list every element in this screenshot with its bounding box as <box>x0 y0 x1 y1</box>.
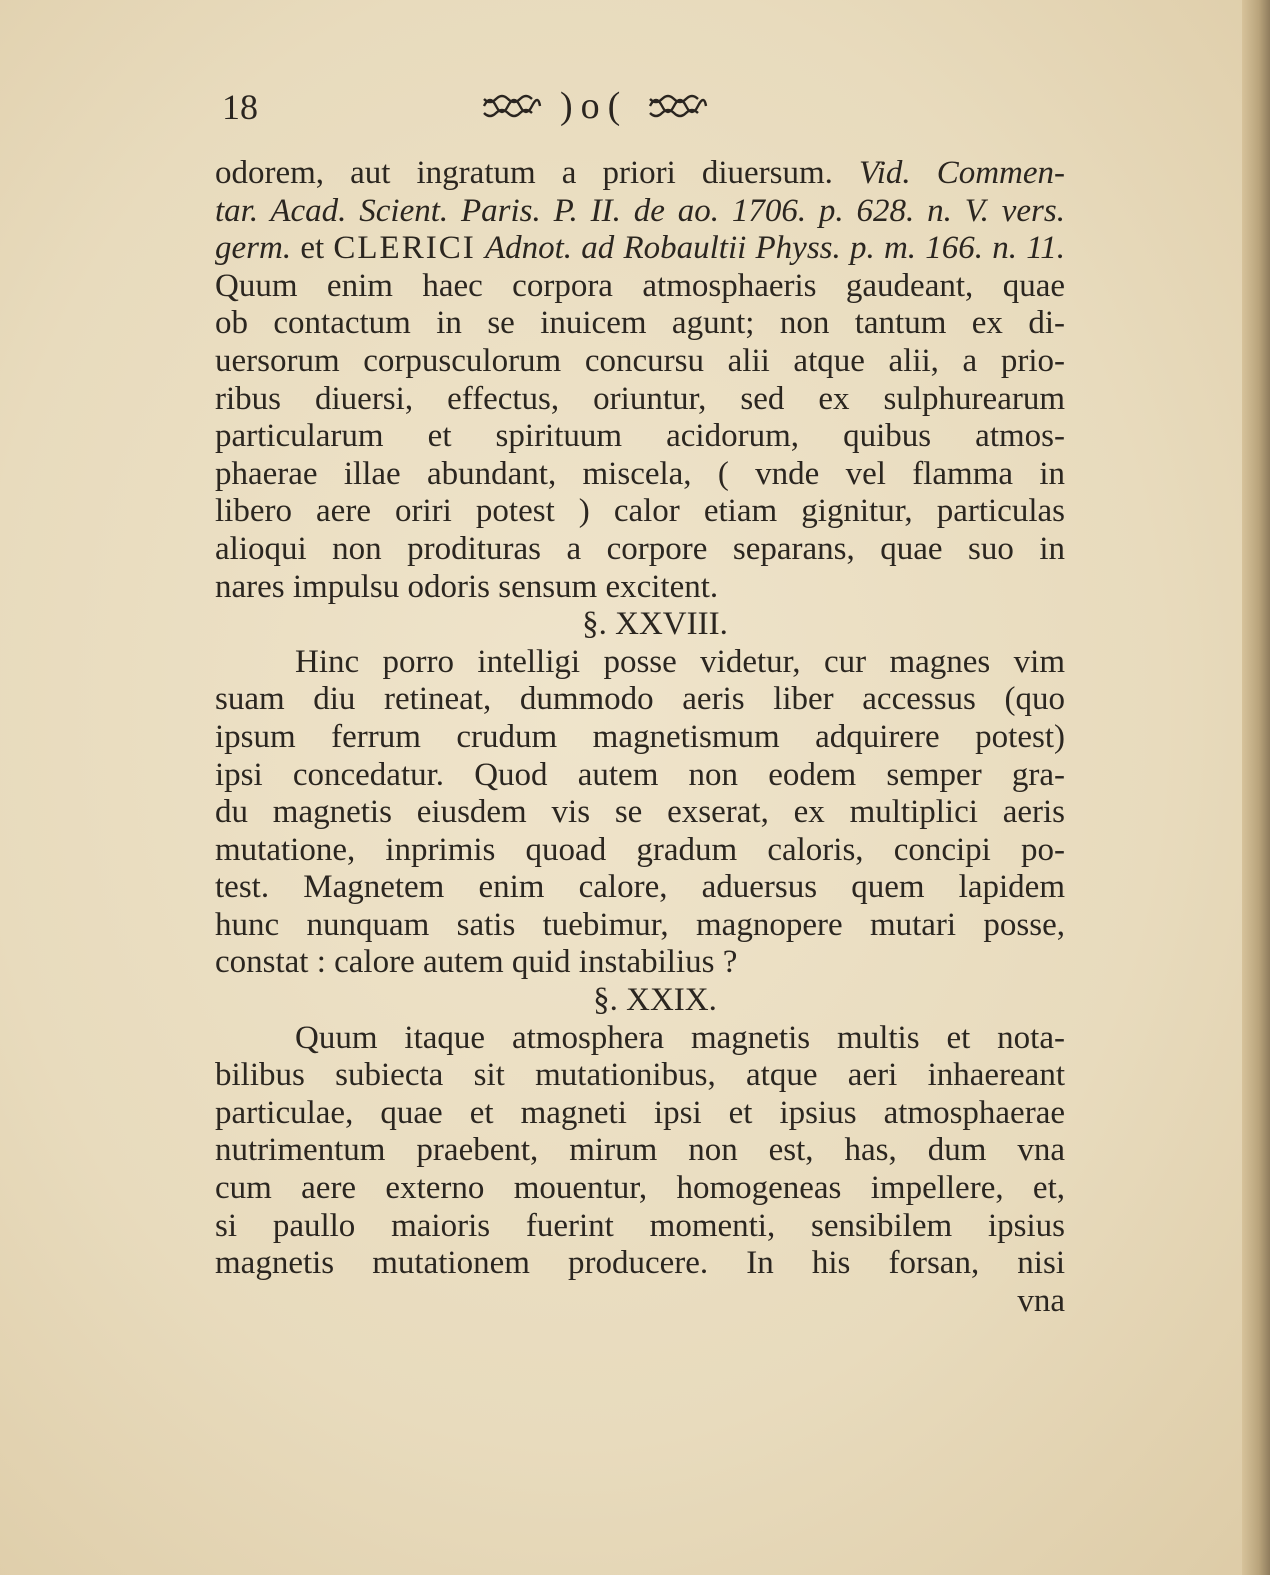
section-heading-xxviii: §. XXVIII. <box>582 606 728 643</box>
text-line: germ. et CLERICI Adnot. ad Robaultii Physs. p. m. 166. n. 11. <box>215 230 1066 267</box>
text-line: uersorum corpusculorum concursu alii atque alii, a prio- <box>215 342 1065 379</box>
text-line: odorem, aut ingratum a priori diuersum. Vid. Commen- <box>215 155 1066 191</box>
fleuron-right-icon <box>646 91 708 121</box>
body-text <box>215 155 1065 1320</box>
text-line: Quum itaque atmosphera magnetis multis et nota- <box>295 1019 1065 1056</box>
text-line: tar. Acad. Scient. Paris. P. II. de ao. 1706. p. 628. n. V. vers. <box>215 192 1065 229</box>
text-line: constat : calore autem quid instabilius ? <box>215 944 738 981</box>
text-line: test. Magnetem enim calore, aduersus quem lapidem <box>215 869 1065 906</box>
text-line: magnetis mutationem producere. In his forsan, nisi <box>215 1245 1065 1282</box>
fleuron-left-icon <box>480 91 542 121</box>
text-line: nares impulsu odoris sensum excitent. <box>215 568 719 605</box>
text-line: phaerae illae abundant, miscela, ( vnde vel flamma in <box>215 455 1065 492</box>
book-spine-shadow <box>1242 0 1270 1575</box>
text-line: cum aere externo mouentur, homogeneas impellere, et, <box>215 1170 1065 1207</box>
catchword: vna <box>1017 1282 1065 1319</box>
text-line: Quum enim haec corpora atmosphaeris gaudeant, quae <box>215 267 1065 304</box>
text-line: hunc nunquam satis tuebimur, magnopere mutari posse, <box>215 906 1065 943</box>
text-line: ob contactum in se inuicem agunt; non tantum ex di- <box>215 305 1065 342</box>
text-line: alioqui non prodituras a corpore separans, quae suo in <box>215 530 1065 567</box>
text-line: ipsum ferrum crudum magnetismum adquirere potest) <box>215 718 1065 755</box>
page-number: 18 <box>222 87 258 127</box>
text-line: mutatione, inprimis quoad gradum caloris, concipi po- <box>215 831 1065 868</box>
text-line: libero aere oriri potest ) calor etiam gignitur, particulas <box>215 493 1065 530</box>
text-line: particularum et spirituum acidorum, quibus atmos- <box>215 418 1065 455</box>
ornament-text: )o( <box>560 85 629 127</box>
text-line: du magnetis eiusdem vis se exserat, ex multiplici aeris <box>215 794 1065 831</box>
text-line: bilibus subiecta sit mutationibus, atque aeri inhaereant <box>215 1057 1065 1094</box>
text-line: nutrimentum praebent, mirum non est, has, dum vna <box>215 1132 1065 1169</box>
text-line: si paullo maioris fuerint momenti, sensibilem ipsius <box>215 1207 1065 1244</box>
section-heading-xxix: §. XXIX. <box>593 982 717 1019</box>
text-line: ipsi concedatur. Quod autem non eodem semper gra- <box>215 756 1065 793</box>
text-line: particulae, quae et magneti ipsi et ipsius atmosphaerae <box>215 1094 1065 1131</box>
page-header <box>210 80 810 140</box>
text-line: Hinc porro intelligi posse videtur, cur magnes vim <box>295 643 1065 680</box>
text-line: suam diu retineat, dummodo aeris liber accessus (quo <box>215 681 1065 718</box>
header-ornament <box>480 84 708 128</box>
text-line: ribus diuersi, effectus, oriuntur, sed ex sulphurearum <box>215 380 1065 417</box>
